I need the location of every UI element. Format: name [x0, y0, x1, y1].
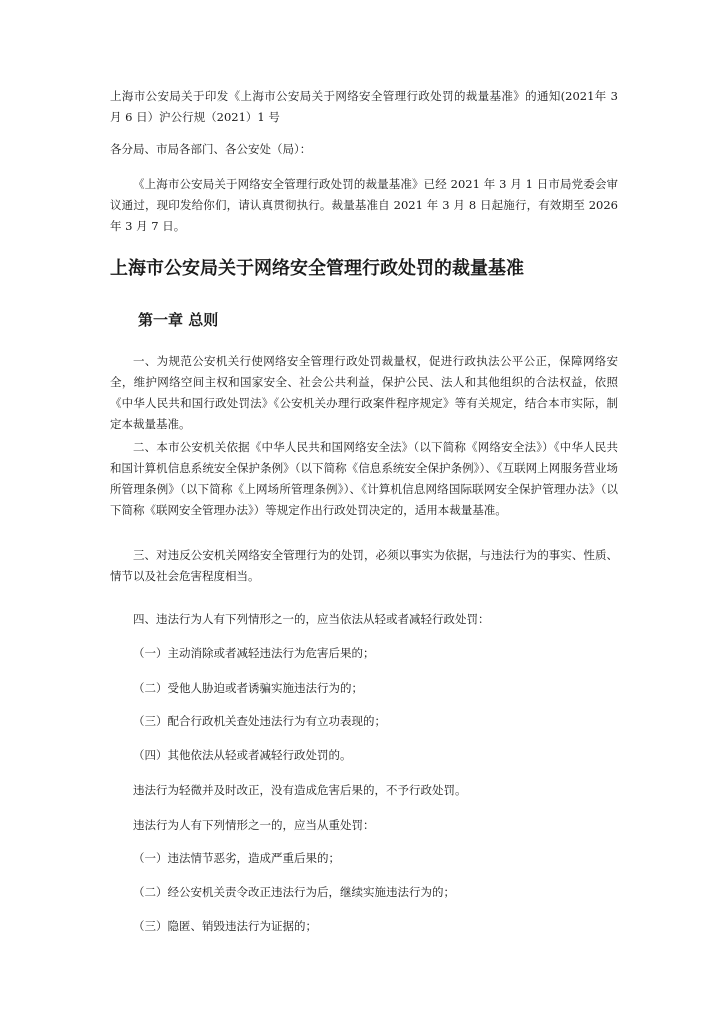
recipients-line: 各分局、市局各部门、各公安处（局）：	[110, 142, 312, 156]
article-4-item-4: （四）其他依法从轻或者减轻行政处罚的。	[133, 748, 352, 762]
article-3: 三、对违反公安机关网络安全管理行为的处罚，必须以事实为依据，与违法行为的事实、性质、情节以及社会危害程度相当。	[110, 548, 618, 583]
heavier-item-1: （一）违法情节恶劣，造成严重后果的；	[133, 851, 340, 865]
article-4-item-3: （三）配合行政机关查处违法行为有立功表现的；	[133, 714, 386, 728]
document-title: 上海市公安局关于网络安全管理行政处罚的裁量基准	[110, 258, 524, 279]
heavier-penalty-clause: 违法行为人有下列情形之一的，应当从重处罚：	[133, 818, 375, 832]
article-4: 四、违法行为人有下列情形之一的，应当依法从轻或者减轻行政处罚：	[133, 612, 490, 626]
heavier-item-2: （二）经公安机关责令改正违法行为后，继续实施违法行为的；	[133, 885, 455, 899]
article-4-item-2: （二）受他人胁迫或者诱骗实施违法行为的；	[133, 681, 363, 695]
chapter-heading: 第一章 总则	[138, 311, 219, 329]
article-4-item-1: （一）主动消除或者减轻违法行为危害后果的；	[133, 646, 375, 660]
intro-paragraph: 《上海市公安局关于网络安全管理行政处罚的裁量基准》已经 2021 年 3 月 1 日市局党委会审议通过，现印发给你们，请认真贯彻执行。裁量基准自 2021 年 3 月 8 日起施行，有效期至 2026 年 3 月 7 日。	[110, 177, 618, 233]
article-2: 二、本市公安机关依据《中华人民共和国网络安全法》（以下简称《网络安全法》）《中华人民共和国计算机信息系统安全保护条例》（以下简称《信息系统安全保护条例》）、《互联网上网服务营业场所管理条例》（以下简称《上网场所管理条例》）、《计算机信息网络国际联网安全保护管理办法》（以下简称《联网安全管理办法》）等规定作出行政处罚决定的，适用本裁量基准。	[110, 440, 618, 517]
no-penalty-clause: 违法行为轻微并及时改正，没有造成危害后果的，不予行政处罚。	[133, 783, 467, 797]
notice-title: 上海市公安局关于印发《上海市公安局关于网络安全管理行政处罚的裁量基准》的通知(2021年 3 月 6 日）沪公行规（2021）1 号	[110, 89, 618, 124]
article-1: 一、为规范公安机关行使网络安全管理行政处罚裁量权，促进行政执法公平公正，保障网络安全，维护网络空间主权和国家安全、社会公共利益，保护公民、法人和其他组织的合法权益，依照《中华人民共和国行政处罚法》《公安机关办理行政案件程序规定》等有关规定，结合本市实际，制定本裁量基准。	[110, 354, 618, 431]
heavier-item-3: （三）隐匿、销毁违法行为证据的；	[133, 919, 317, 933]
